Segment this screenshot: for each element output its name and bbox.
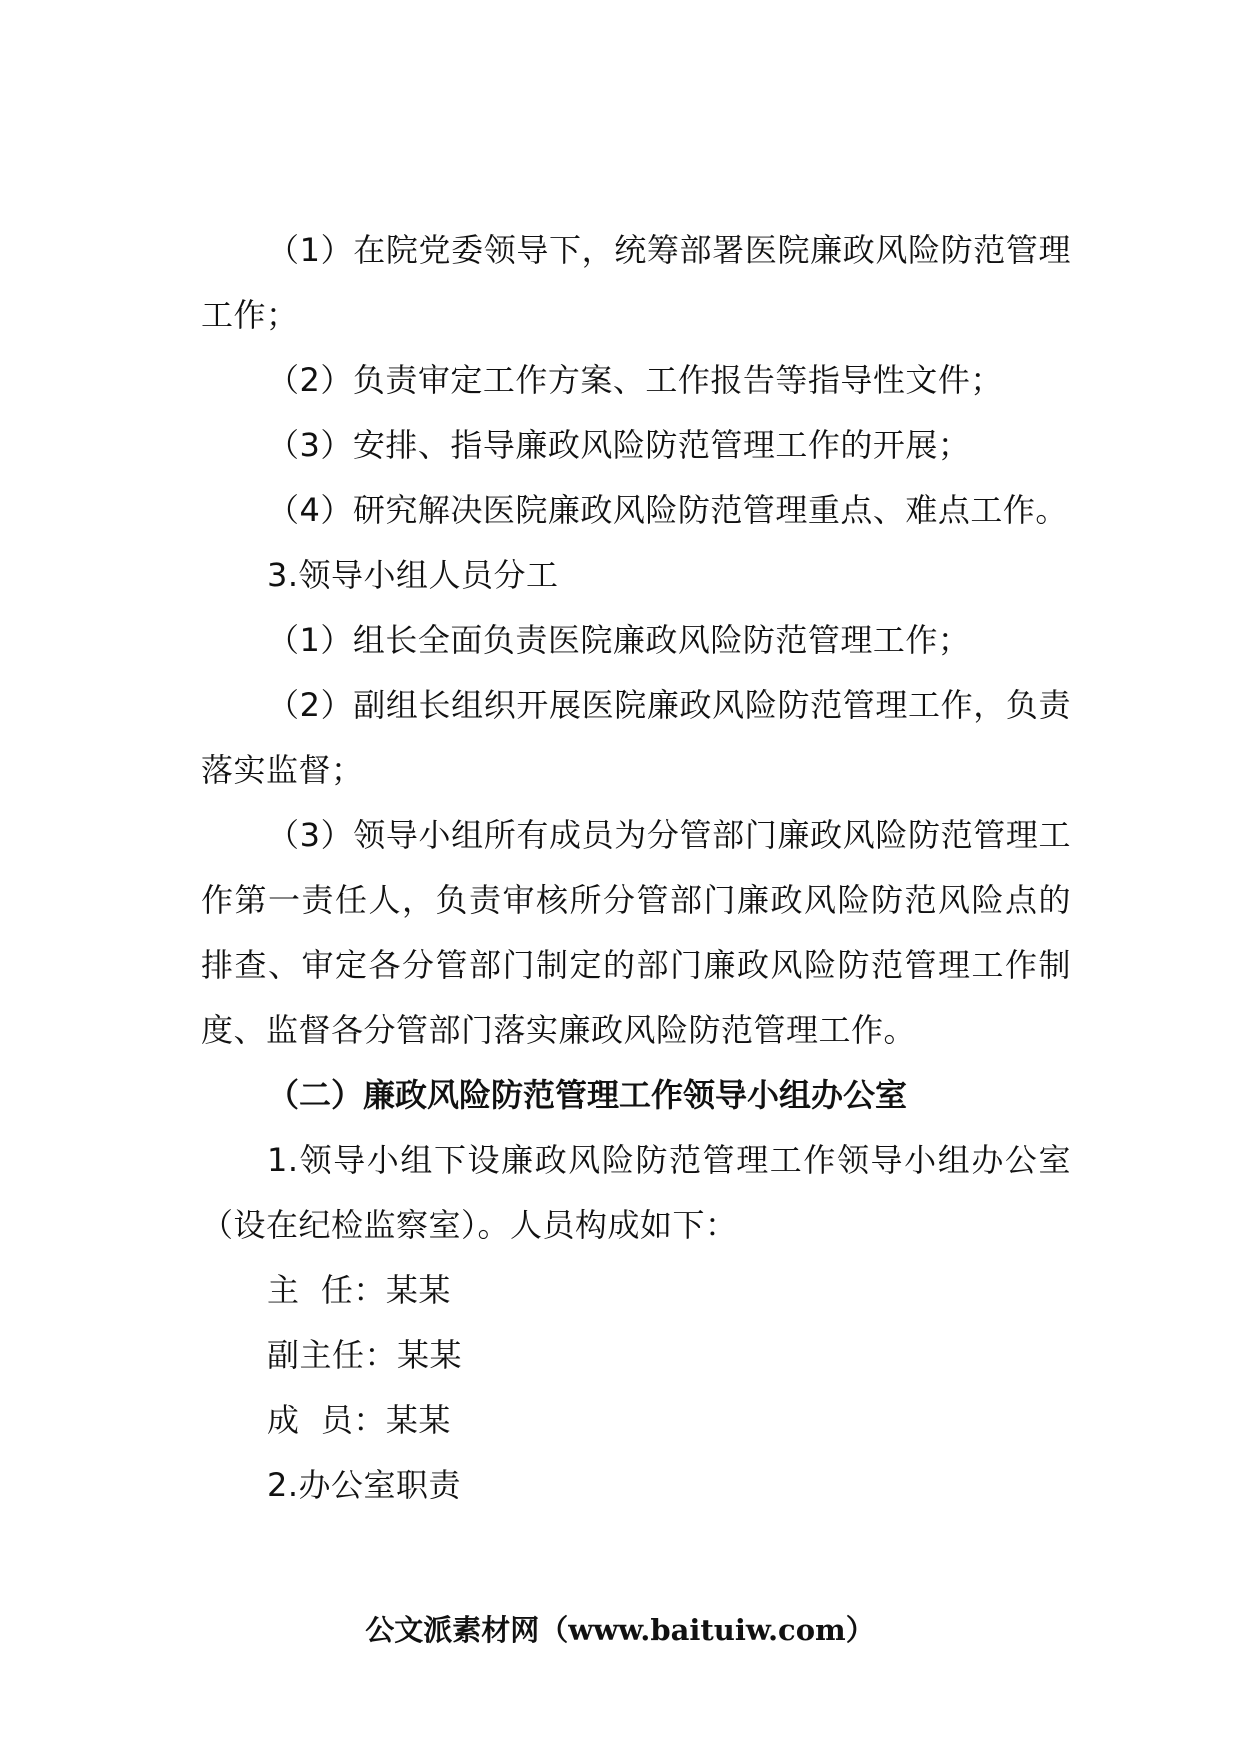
duty-item-3: （3）安排、指导廉政风险防范管理工作的开展；: [267, 426, 971, 464]
section-heading: （二）廉政风险防范管理工作领导小组办公室: [267, 1076, 908, 1114]
division-item-1: （1）组长全面负责医院廉政风险防范管理工作；: [267, 621, 971, 659]
subsection-title-division: 3.领导小组人员分工: [267, 556, 559, 594]
document-body: [201, 218, 1071, 1518]
office-setup-paragraph: 1.领导小组下设廉政风险防范管理工作领导小组办公室（设在纪检监察室）。人员构成如下：: [201, 1141, 1071, 1244]
office-members: 成 员：某某: [267, 1401, 451, 1439]
division-item-2: （2）副组长组织开展医院廉政风险防范管理工作，负责落实监督；: [201, 686, 1071, 789]
duty-item-4: （4）研究解决医院廉政风险防范管理重点、难点工作。: [267, 491, 1068, 529]
office-director: 主 任：某某: [267, 1271, 451, 1309]
duty-item-2: （2）负责审定工作方案、工作报告等指导性文件；: [267, 361, 1003, 399]
footer-watermark: 公文派素材网（www.baituiw.com）: [365, 1613, 875, 1647]
office-deputy-director: 副主任：某某: [267, 1336, 463, 1374]
office-duties-title: 2.办公室职责: [267, 1466, 462, 1504]
duty-item-1: （1）在院党委领导下，统筹部署医院廉政风险防范管理工作；: [201, 231, 1071, 334]
division-item-3: （3）领导小组所有成员为分管部门廉政风险防范管理工作第一责任人，负责审核所分管部门廉政风险防范风险点的排查、审定各分管部门制定的部门廉政风险防范管理工作制度、监督各分管部门落实廉政风险防范管理工作。: [201, 816, 1071, 1049]
